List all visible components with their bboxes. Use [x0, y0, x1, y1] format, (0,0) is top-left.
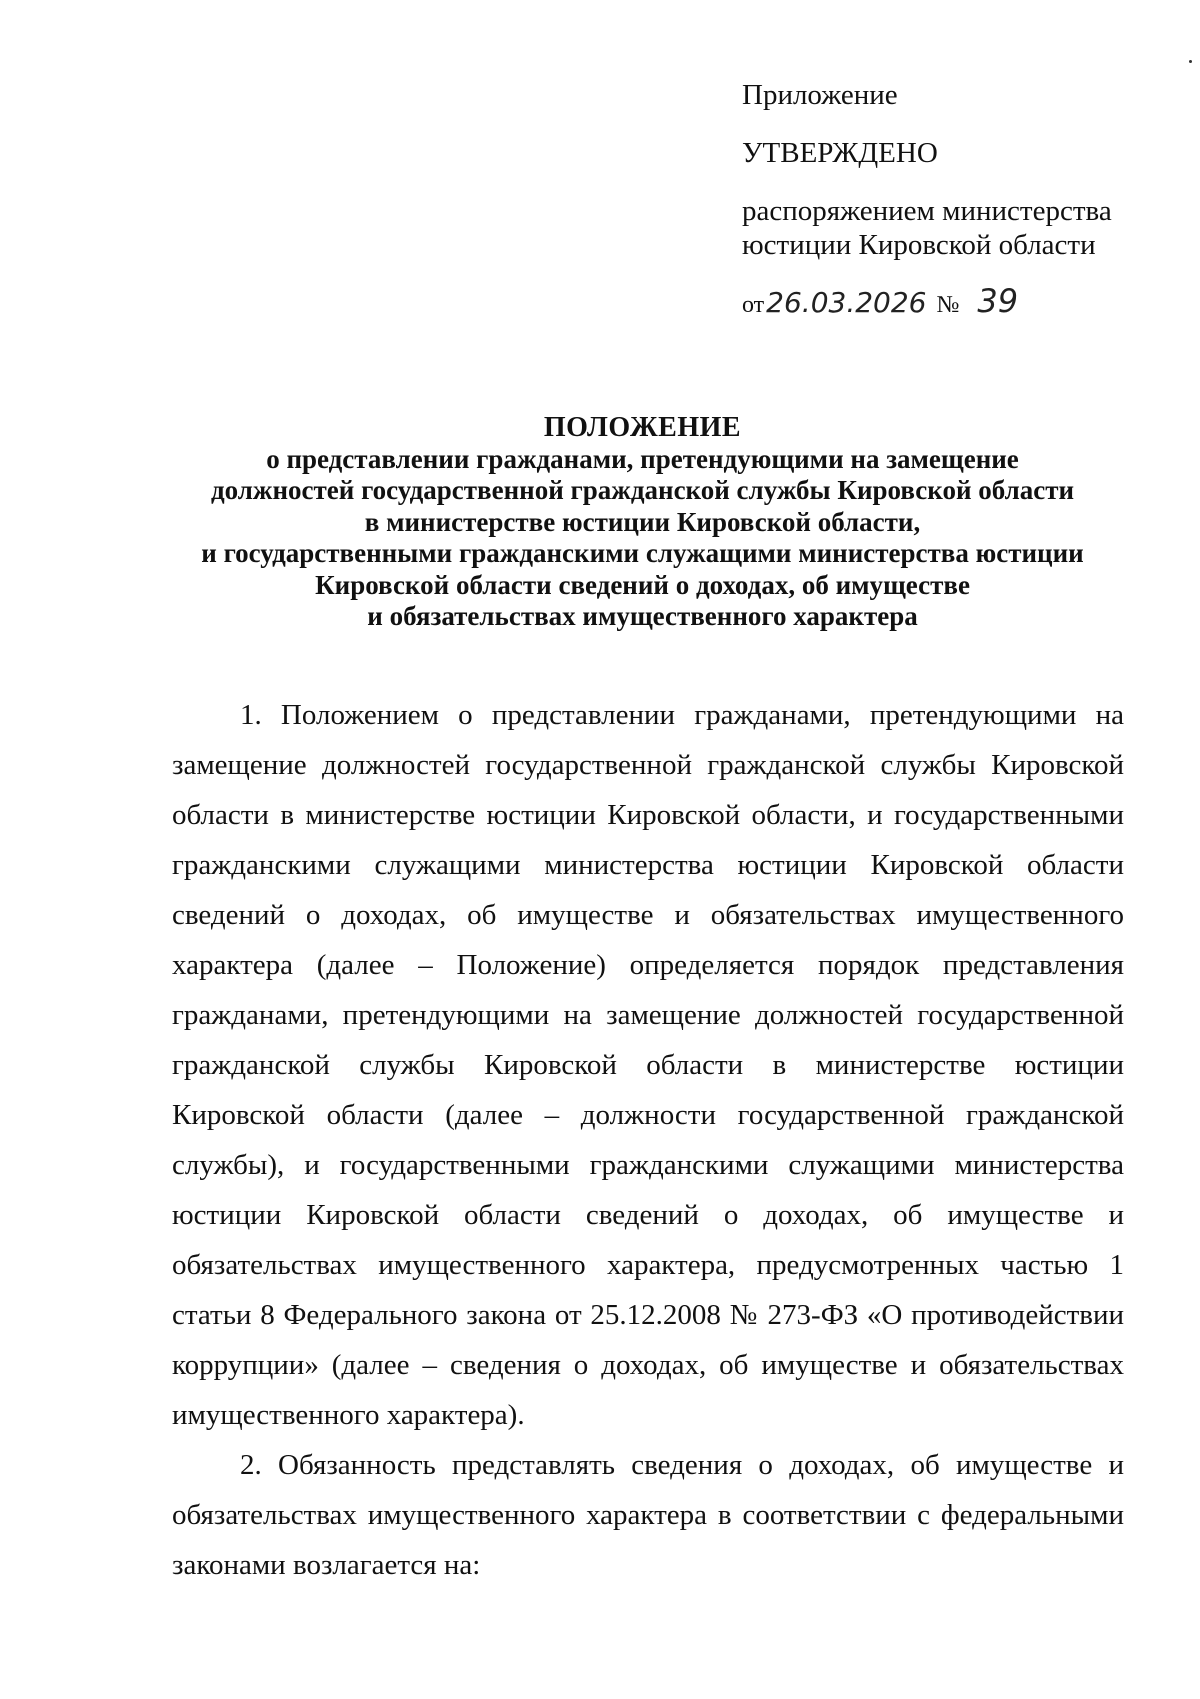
scan-dot [1189, 60, 1192, 63]
date-prefix: от [742, 292, 765, 318]
title-heading: ПОЛОЖЕНИЕ [543, 412, 742, 443]
order-line-2: юстиции Кировской области [742, 229, 1096, 261]
title-line: и обязательствах имущественного характера [367, 601, 918, 631]
number-sign: № [936, 292, 960, 318]
approval-block [742, 78, 1142, 322]
paragraph-2: 2. Обязанность представлять сведения о доходах, об имуществе и обязательствах имущественного характера в соответствии с федеральными законами возлагается на: [172, 1449, 1124, 1581]
title-line: Кировской области сведений о доходах, об имуществе [315, 569, 970, 600]
approved-label: УТВЕРЖДЕНО [742, 137, 938, 169]
appendix-label: Приложение [742, 79, 898, 111]
title-line: должностей государственной гражданской службы Кировской области [210, 475, 1075, 505]
title-line: в министерстве юстиции Кировской области, [364, 506, 921, 537]
order-line-1: распоряжением министерства [742, 195, 1112, 227]
document-body [172, 690, 1124, 1590]
title-line: и государственными гражданскими служащими министерства юстиции [201, 538, 1084, 568]
paragraph-1: 1. Положением о представлении гражданами, претендующими на замещение должностей государственной гражданской службы Кировской области в министерстве юстиции Кировской области, и государственными гражданскими служащими министерства юстиции Кировской области сведений о доходах, об имуществе и обязательствах имущественного характера (далее – Положение) определяется порядок представления гражданами, претендующими на замещение должностей государственной гражданской службы Кировской области в министерстве юстиции Кировской области (далее – должности государственной гражданской службы), и государственными гражданскими служащими министерства юстиции Кировской области сведений о доходах, об имуществе и обязательствах имущественного характера, предусмотренных частью 1 статьи 8 Федерального закона от 25.12.2008 № 273-ФЗ «О противодействии коррупции» (далее – сведения о доходах, об имуществе и обязательствах имущественного характера). [172, 699, 1124, 1431]
date-number-row [742, 284, 1142, 322]
document-title [150, 412, 1135, 633]
title-line: о представлении гражданами, претендующими на замещение [266, 443, 1019, 474]
handwritten-date: 26.03.2026 [766, 286, 927, 319]
handwritten-number: 39 [977, 282, 1019, 320]
